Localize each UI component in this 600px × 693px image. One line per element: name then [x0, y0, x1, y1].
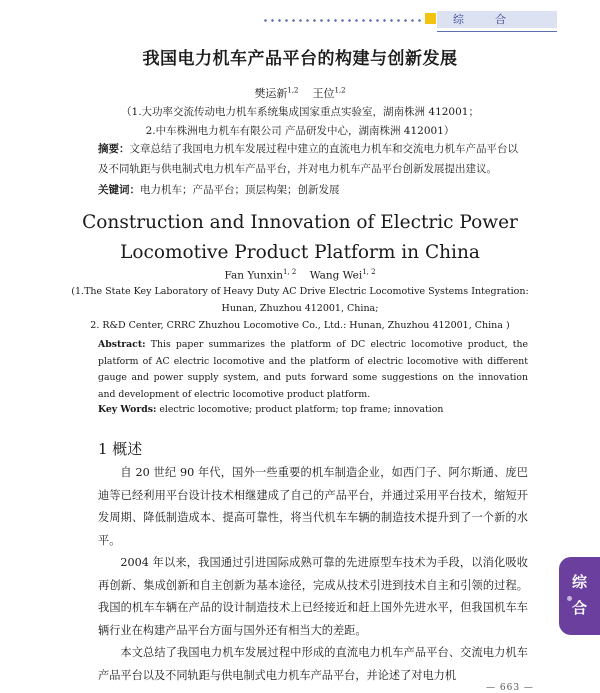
english-affiliation-3: 2. R&D Center, CRRC Zhuzhou Locomotive Co., Ltd.: Hunan, Zhuzhou 412001, China ) — [90, 320, 510, 331]
english-authors — [0, 268, 600, 282]
chinese-title: 我国电力机车产品平台的构建与创新发展 — [142, 49, 458, 69]
chinese-author-2: 王位 — [312, 87, 335, 100]
side-tab-char-2: 合 — [571, 599, 587, 617]
english-keywords-text: electric locomotive; product platform; top frame; innovation — [159, 404, 444, 415]
english-title-line-2: Locomotive Product Platform in China — [120, 242, 480, 263]
header-yellow-square — [425, 13, 436, 24]
chinese-abstract-text: 文章总结了我国电力机车发展过程中建立的直流电力机车和交流电力机车产品平台以及不同轨距与供电制式电力机车产品平台，并对电力机车产品平台创新发展提出建议。 — [98, 143, 518, 175]
section-1-heading: 1 概述 — [98, 440, 143, 458]
chinese-author-1-affil: 1,2 — [287, 86, 299, 95]
english-affiliation-2: Hunan, Zhuzhou 412001, China; — [221, 303, 379, 314]
page-number: — 663 — — [486, 683, 534, 693]
english-abstract — [98, 337, 528, 403]
english-title-line-1: Construction and Innovation of Electric Power — [82, 212, 518, 233]
english-affiliation-1: (1.The State Key Laboratory of Heavy Duty AC Drive Electric Locomotive Systems Integration: — [71, 286, 529, 297]
english-author-1-affil: 1, 2 — [282, 268, 297, 276]
chinese-author-1: 樊运新 — [254, 87, 288, 100]
chinese-authors — [0, 85, 600, 101]
chinese-keywords — [98, 180, 528, 200]
english-author-2-affil: 1, 2 — [362, 268, 376, 276]
header-dotted-line — [262, 19, 422, 22]
chinese-abstract — [98, 139, 528, 179]
english-abstract-text: This paper summarizes the platform of DC electric locomotive product, the platform of AC electric locomotive and the platform of electric locomotive with different gauge and power supply system, and puts forward some suggestions on the innovation and development of electric locomotive product platform. — [98, 339, 528, 400]
header-section-label: 综 合 — [437, 11, 557, 28]
chinese-affiliation-2: 2.中车株洲电力机车有限公司 产品研发中心，湖南株洲 412001） — [145, 125, 455, 137]
chinese-author-2-affil: 1,2 — [334, 86, 346, 95]
english-author-1: Fan Yunxin — [224, 269, 283, 282]
side-tab-char-1: 综 — [571, 573, 587, 591]
side-section-tab — [559, 557, 600, 635]
english-keywords — [98, 404, 528, 415]
chinese-affiliation-1: （1.大功率交流传动电力机车系统集成国家重点实验室，湖南株洲 412001； — [121, 106, 479, 118]
body-paragraph-1: 自 20 世纪 90 年代，国外一些重要的机车制造企业，如西门子、阿尔斯通、庞巴迪等已经利用平台设计技术相继建成了自己的产品平台，并通过采用平台技术，缩短开发周期、降低制造成本、提高可靠性，将当代机车车辆的制造技术提升到了一个新的水平。 — [98, 466, 528, 547]
english-keywords-label: Key Words: — [98, 404, 157, 415]
body-paragraph-2: 2004 年以来，我国通过引进国际成熟可靠的先进原型车技术为手段，以消化吸收再创新、集成创新和自主创新为基本途径，完成从技术引进到技术自主和引领的过程。我国的机车车辆在产品的设计制造技术上已经接近和赶上国外先进水平，但我国机车车辆行业在构建产品平台方面与国外还有相当大的差距。 — [98, 556, 528, 637]
side-tab-dot — [567, 596, 572, 601]
english-author-2: Wang Wei — [309, 269, 363, 282]
chinese-keywords-text: 电力机车；产品平台；顶层构架；创新发展 — [140, 184, 340, 196]
body-paragraph-3: 本文总结了我国电力机车发展过程中形成的直流电力机车产品平台、交流电力机车产品平台以及不同轨距与供电制式电力机车产品平台，并论述了对电力机 — [98, 646, 528, 682]
chinese-keywords-label: 关键词： — [98, 184, 140, 196]
english-abstract-label: Abstract: — [98, 339, 146, 350]
header-rule — [437, 31, 557, 32]
chinese-abstract-label: 摘要： — [98, 143, 130, 155]
